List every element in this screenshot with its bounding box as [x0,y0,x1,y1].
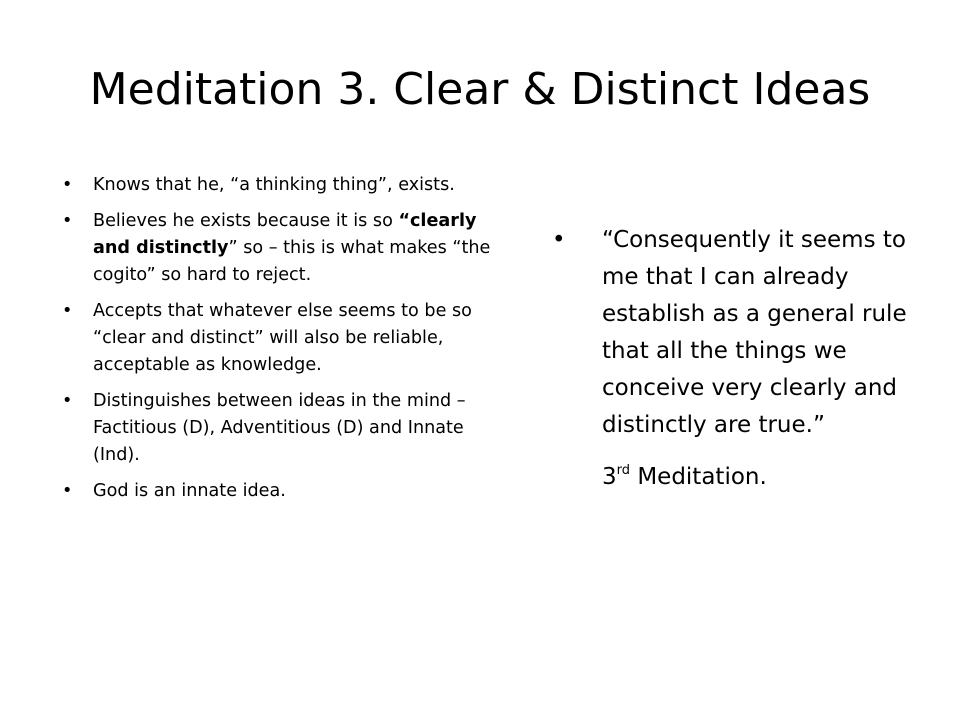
quote-bullet [552,222,912,444]
bullet-text: God is an innate idea. [93,481,286,501]
quote-block [552,222,912,496]
bullet-ideas-types [62,388,512,469]
bullet-believes-exists [62,208,512,289]
attribution-ordinal-suffix: rd [616,463,631,478]
bullet-text: Knows that he, “a thinking thing”, exists. [93,175,455,195]
bullet-icon: • [62,301,73,321]
bullet-text-end: ” so – this is what makes “the cogito” so hard to reject. [93,238,491,285]
slide-title: Meditation 3. Clear & Distinct Ideas [89,64,871,115]
bullet-text-start: Believes he exists because it is so [93,211,399,231]
quote-text: “Consequently it seems to me that I can already establish as a general rule that all the things we conceive very clearly and distinctly are true.” [602,227,907,438]
bullet-clear-distinct [62,298,512,379]
bullet-icon: • [62,481,73,501]
bullet-icon: • [62,391,73,411]
bullet-icon: • [552,227,566,253]
bullet-thinking-thing [62,172,512,199]
attribution-text: Meditation. [630,464,767,490]
bullet-text: Distinguishes between ideas in the mind – Factitious (D), Adventitious (D) and Innate (Ind). [93,391,466,465]
quote-attribution [582,459,912,496]
attribution-number: 3 [602,464,617,490]
left-bullet-list [62,172,512,514]
bullet-text-bold: “clearly and distinctly [93,211,477,258]
bullet-icon: • [62,175,73,195]
bullet-icon: • [62,211,73,231]
bullet-text: Accepts that whatever else seems to be so “clear and distinct” will also be reliable, acceptable as knowledge. [93,301,472,375]
bullet-god-innate [62,478,512,505]
